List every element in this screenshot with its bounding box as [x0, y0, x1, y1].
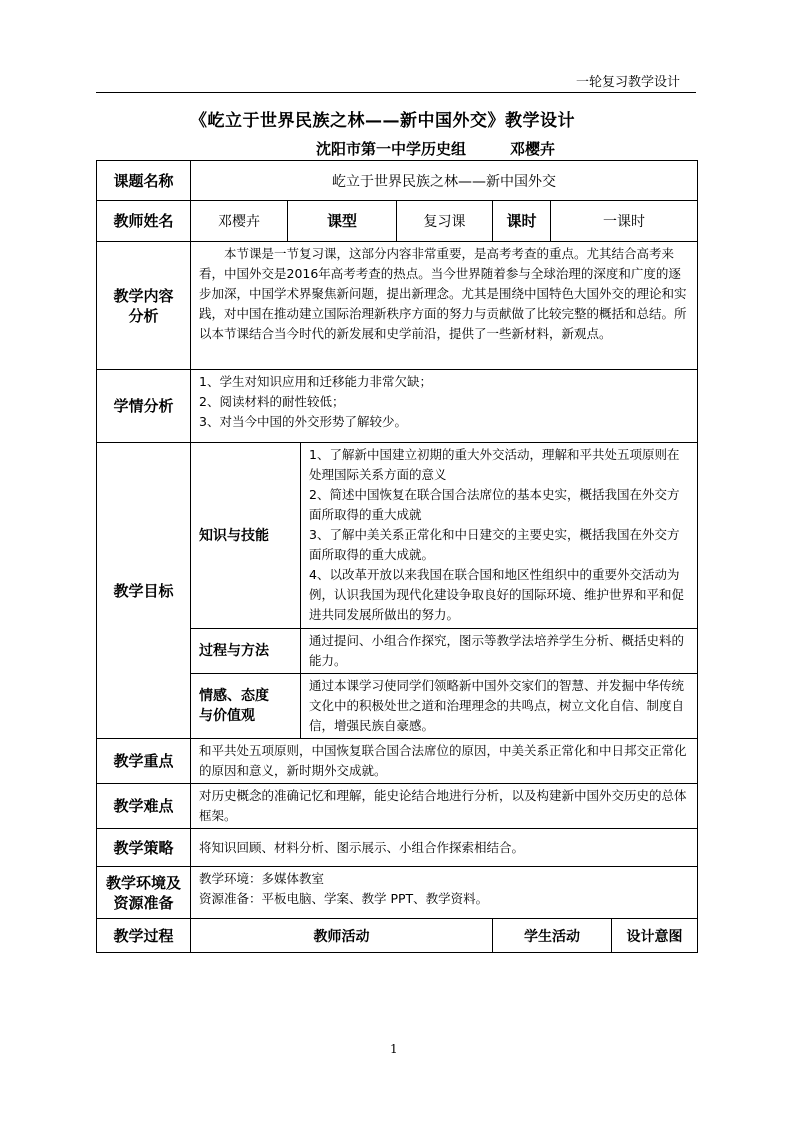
emotion-label-line1: 情感、态度 [199, 688, 269, 704]
environment-label-line2: 资源准备 [113, 893, 174, 912]
environment-label [97, 867, 191, 919]
document-title: 《屹立于世界民族之林——新中国外交》教学设计 [190, 111, 575, 131]
process-label: 过程与方法 [191, 629, 301, 674]
strategy-text: 将知识回顾、材料分析、图示展示、小组合作探索相结合。 [191, 829, 698, 867]
emotion-label [191, 674, 301, 739]
emotion-label-line2: 与价值观 [199, 708, 255, 724]
students-item: 2、阅读材料的耐性较低； [199, 394, 345, 409]
topic-label: 课题名称 [97, 161, 191, 201]
school-name: 沈阳市第一中学历史组 [316, 140, 467, 158]
content-label-line2: 分析 [128, 306, 159, 325]
student-activity-header: 学生活动 [493, 919, 612, 953]
teacher-value: 邓樱卉 [191, 201, 288, 242]
row-goals-knowledge [97, 443, 698, 629]
environment-line1: 教学环境：多媒体教室 [199, 871, 325, 886]
knowledge-item: 4、以改革开放以来我国在联合国和地区性组织中的重要外交活动为例，认识我国为现代化建设争取良好的国际环境、维护世界和平和促进共同发展所做出的努力。 [309, 567, 685, 622]
knowledge-item: 3、了解中美关系正常化和中日建交的主要史实，概括我国在外交方面所取得的重大成就。 [309, 527, 680, 562]
environment-text [191, 867, 698, 919]
difficulties-label: 教学难点 [97, 784, 191, 829]
design-intent-header: 设计意图 [612, 919, 698, 953]
row-environment [97, 867, 698, 919]
key-points-text: 和平共处五项原则，中国恢复联合国合法席位的原因，中美关系正常化和中日邦交正常化的原因和意义，新时期外交成就。 [191, 739, 698, 784]
environment-line2: 资源准备：平板电脑、学案、教学 PPT、教学资料。 [199, 891, 489, 906]
type-value: 复习课 [397, 201, 493, 242]
students-item: 1、学生对知识应用和迁移能力非常欠缺； [199, 374, 432, 389]
page-number: 1 [390, 1042, 398, 1056]
emotion-text: 通过本课学习使同学们领略新中国外交家们的智慧、并发掘中华传统文化中的积极处世之道和治理理念的共鸣点，树立文化自信、制度自信，增强民族自豪感。 [301, 674, 698, 739]
row-topic [97, 161, 698, 201]
teacher-label: 教师姓名 [97, 201, 191, 242]
author-name: 邓樱卉 [510, 140, 556, 158]
header-note: 一轮复习教学设计 [576, 75, 681, 90]
lesson-plan-table [96, 160, 698, 953]
knowledge-text [301, 443, 698, 629]
key-points-label: 教学重点 [97, 739, 191, 784]
students-text [191, 370, 698, 443]
topic-value: 屹立于世界民族之林——新中国外交 [191, 161, 698, 201]
process-row-label: 教学过程 [97, 919, 191, 953]
environment-label-line1: 教学环境及 [105, 873, 181, 892]
row-process [97, 919, 698, 953]
row-difficulties [97, 784, 698, 829]
row-content [97, 242, 698, 370]
header-rule [96, 92, 696, 93]
students-item: 3、对当今中国的外交形势了解较少。 [199, 414, 407, 429]
strategy-label: 教学策略 [97, 829, 191, 867]
difficulties-text: 对历史概念的准确记忆和理解，能史论结合地进行分析，以及构建新中国外交历史的总体框架。 [191, 784, 698, 829]
hours-value: 一课时 [551, 201, 698, 242]
content-label-line1: 教学内容 [113, 286, 174, 305]
row-teacher [97, 201, 698, 242]
teacher-activity-header: 教师活动 [191, 919, 493, 953]
row-strategy [97, 829, 698, 867]
process-text: 通过提问、小组合作探究，图示等教学法培养学生分析、概括史料的能力。 [301, 629, 698, 674]
knowledge-item: 2、简述中国恢复在联合国合法席位的基本史实，概括我国在外交方面所取得的重大成就 [309, 487, 680, 522]
students-label: 学情分析 [97, 370, 191, 443]
goals-label: 教学目标 [97, 443, 191, 739]
knowledge-label: 知识与技能 [191, 443, 301, 629]
row-key-points [97, 739, 698, 784]
hours-label: 课时 [493, 201, 551, 242]
content-label [97, 242, 191, 370]
content-text: 本节课是一节复习课，这部分内容非常重要，是高考考查的重点。尤其结合高考来看，中国外交是2016年高考考查的热点。当今世界随着参与全球治理的深度和广度的逐步加深，中国学术界聚焦新问题，提出新理念。尤其是围绕中国特色大国外交的理论和实践，对中国在推动建立国际治理新秩序方面的努力与贡献做了比较完整的概括和总结。所以本节课结合当今时代的新发展和史学前沿，提供了一些新材料，新观点。 [191, 242, 698, 370]
row-students [97, 370, 698, 443]
type-label: 课型 [288, 201, 397, 242]
author-line [316, 138, 555, 159]
knowledge-item: 1、了解新中国建立初期的重大外交活动，理解和平共处五项原则在处理国际关系方面的意义 [309, 447, 680, 482]
